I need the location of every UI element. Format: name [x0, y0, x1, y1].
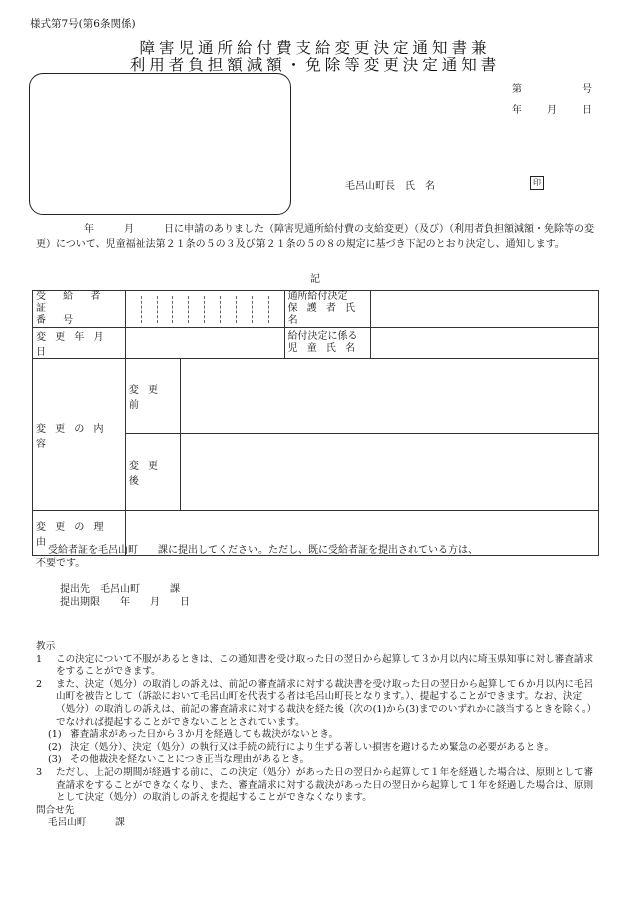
instruction-subitem: (3) その他裁決を経ないことにつき正当な理由があるとき。: [48, 754, 310, 766]
body-month: 月: [124, 224, 134, 235]
document-title-line2: 利用者負担額減額・免除等変更決定通知書: [129, 56, 501, 74]
submission-notice: 受給者証を毛呂山町 課に提出してください。ただし、既に受給者証を提出されている方は、 不要です。: [36, 545, 478, 569]
change-reason-label: 変 更 の 理 由: [33, 511, 126, 556]
instruction-item: 1 この決定について不服があるときは、この通知書を受け取った日の翌日から起算して３か月以内に埼玉県知事に対し審査請求をすることができます。: [36, 653, 594, 678]
form-number: 様式第7号(第6条関係): [30, 18, 136, 30]
recipient-no-label: 受 給 者 証 番 号: [33, 291, 126, 328]
doc-number-prefix: 第: [512, 84, 522, 95]
address-window: [29, 73, 291, 215]
body-year: 年: [84, 224, 94, 235]
body-text: 日に申請のありました（障害児通所給付費の支給変更）（及び）（利用者負担額減額・免除等の変更）について、児童福祉法第２１条の５の３及び第２１条の５の８の規定に基づき下記のとおり決定し、通知します。: [36, 224, 594, 250]
issuer-name: 毛呂山町長 氏 名: [345, 181, 435, 192]
notice-body: [36, 222, 596, 252]
after-change-field[interactable]: [180, 434, 598, 511]
before-change-field[interactable]: [180, 359, 598, 434]
doc-date-month: 月: [547, 105, 557, 116]
ki-label: 記: [310, 274, 320, 285]
doc-number-suffix: 号: [582, 84, 592, 95]
instructions-heading: 教示: [36, 641, 56, 652]
change-date-label: 変 更 年 月 日: [33, 328, 126, 359]
doc-date-day: 日: [582, 105, 592, 116]
doc-date-year: 年: [512, 105, 522, 116]
contact-heading: 問合せ先: [36, 804, 75, 816]
recipient-no-field[interactable]: [125, 291, 284, 328]
decision-table: [32, 290, 599, 556]
before-change-label: 変 更 前: [125, 359, 180, 434]
seal-mark: 印: [530, 176, 544, 190]
instruction-item: 2 また、決定（処分）の取消しの訴えは、前記の審査請求に対する裁決書を受け取った日の翌日から起算して６か月以内に毛呂山町を被告として（訴訟において毛呂山町を代表する者は毛呂山町長となります。）、提起することができます。なお、決定（処分）の取消しの訴えは、前記の審査請求に対する裁決を経た後（次の(1)から(3)までのいずれかに該当するときを除く。）でなければ提起することができないこととされています。: [36, 678, 594, 728]
child-name-label: 給付決定に係る 児 童 氏 名: [284, 328, 371, 359]
submit-deadline: 提出期限 年 月 日: [60, 597, 190, 608]
instruction-item: 3 ただし、上記の期間が経過する前に、この決定（処分）があった日の翌日から起算して１年を経過した場合は、原則として審査請求をすることができなくなり、また、審査請求に対する裁決があった日の翌日から起算して１年を経過した場合は、原則として決定（処分）の取消しの訴えを提起することができなくなります。: [36, 766, 594, 804]
child-name-field[interactable]: [371, 328, 599, 359]
instructions: [36, 641, 596, 830]
after-change-label: 変 更 後: [125, 434, 180, 511]
change-content-label: 変 更 の 内 容: [33, 359, 126, 511]
instruction-subitem: (1) 審査請求があった日から３か月を経過しても裁決がないとき。: [48, 729, 339, 741]
contact-info: 毛呂山町 課: [48, 817, 125, 829]
document-title-line1: 障害児通所給付費支給変更決定通知書兼: [139, 39, 491, 57]
submit-to: 提出先 毛呂山町 課: [60, 584, 180, 595]
instruction-subitem: (2) 決定（処分）、決定（処分）の執行又は手続の続行により生ずる著しい損害を避けるため緊急の必要があるとき。: [48, 741, 555, 753]
guardian-name-field[interactable]: [371, 291, 599, 328]
change-date-field[interactable]: [125, 328, 284, 359]
guardian-name-label: 通所給付決定 保 護 者 氏 名: [284, 291, 371, 328]
